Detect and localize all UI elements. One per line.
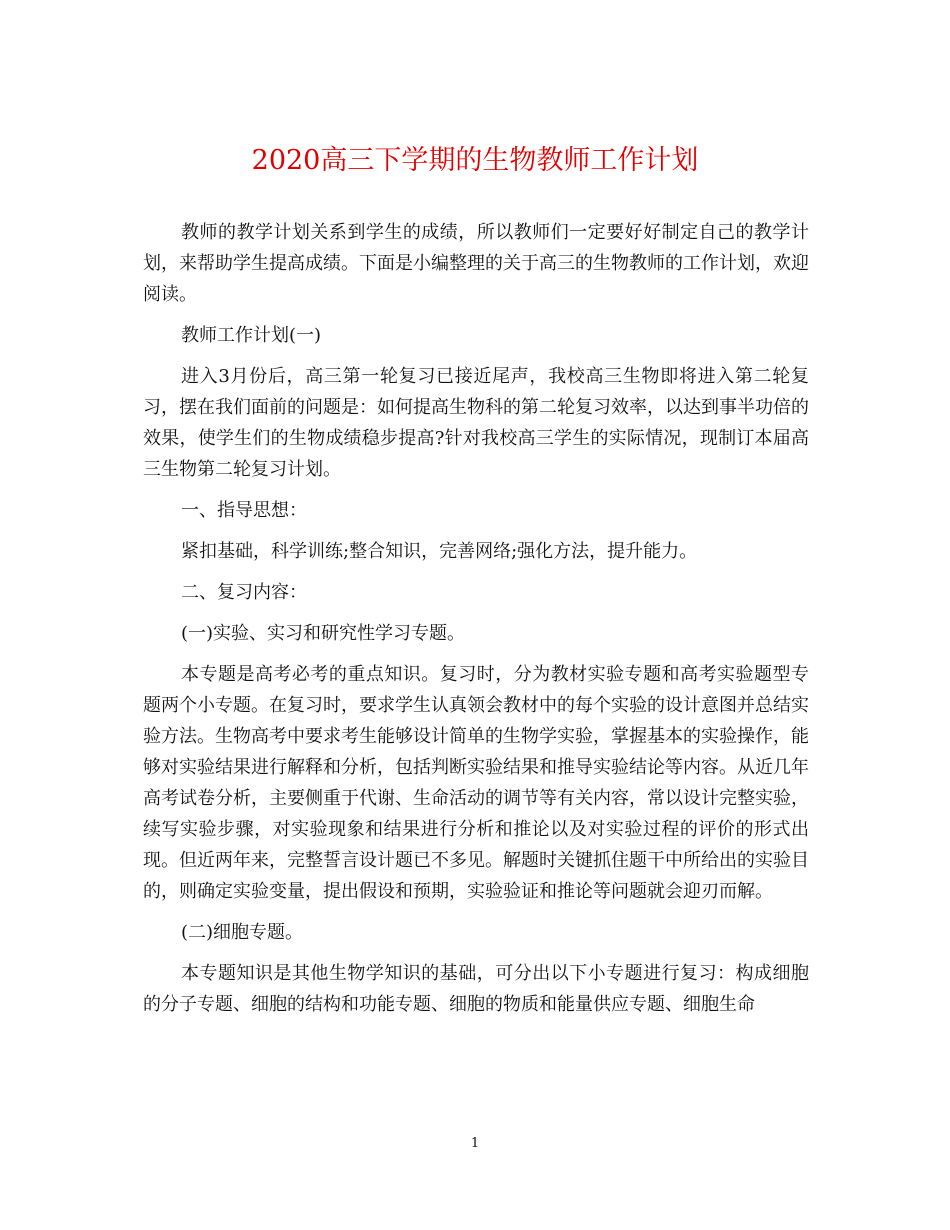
section-heading: 二、复习内容： <box>181 582 307 603</box>
paragraph: 进入3月份后，高三第一轮复习已接近尾声，我校高三生物即将进入第二轮复习，摆在我们面前的问题是：如何提高生物科的第二轮复习效率，以达到事半功倍的效果，使学生们的生物成绩稳步提高?针对我校高三学生的实际情况，现制订本届高三生物第二轮复习计划。 <box>143 366 809 480</box>
paragraph: 教师的教学计划关系到学生的成绩，所以教师们一定要好好制定自己的教学计划，来帮助学生提高成绩。下面是小编整理的关于高三的生物教师的工作计划，欢迎阅读。 <box>143 222 809 305</box>
section-heading: 教师工作计划(一) <box>181 325 322 346</box>
document-title: 2020高三下学期的生物教师工作计划 <box>251 145 699 176</box>
document-body <box>143 217 809 1030</box>
paragraph: 本专题知识是其他生物学知识的基础，可分出以下小专题进行复习：构成细胞的分子专题、细胞的结构和功能专题、细胞的物质和能量供应专题、细胞生命 <box>143 963 809 1015</box>
page-number: 1 <box>470 1136 480 1151</box>
paragraph: 本专题是高考必考的重点知识。复习时，分为教材实验专题和高考实验题型专题两个小专题。在复习时，要求学生认真领会教材中的每个实验的设计意图并总结实验方法。生物高考中要求考生能够设计简单的生物学实验，掌握基本的实验操作，能够对实验结果进行解释和分析，包括判断实验结果和推导实验结论等内容。从近几年高考试卷分析，主要侧重于代谢、生命活动的调节等有关内容，常以设计完整实验，续写实验步骤，对实验现象和结果进行分析和推论以及对实验过程的评价的形式出现。但近两年来，完整誓言设计题已不多见。解题时关键抓住题干中所给出的实验目的，则确定实验变量，提出假设和预期，实验验证和推论等问题就会迎刃而解。 <box>143 664 809 902</box>
section-heading: 一、指导思想： <box>181 500 307 521</box>
subsection-heading: (二)细胞专题。 <box>181 922 304 943</box>
subsection-heading: (一)实验、实习和研究性学习专题。 <box>181 623 466 644</box>
paragraph: 紧扣基础，科学训练;整合知识，完善网络;强化方法，提升能力。 <box>181 541 698 562</box>
